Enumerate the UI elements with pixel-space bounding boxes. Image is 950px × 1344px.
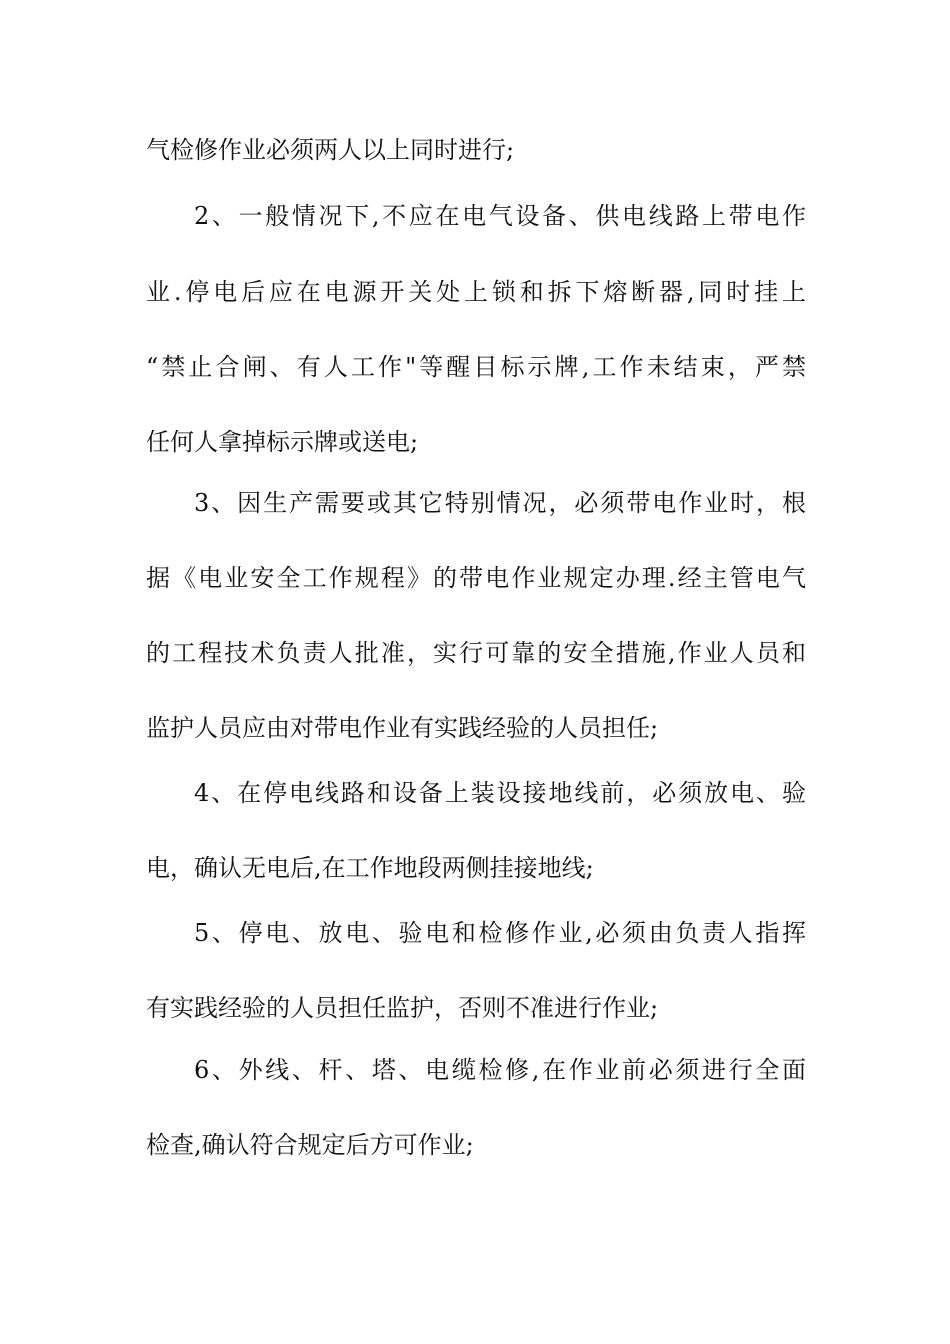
- text-line: 的工程技术负责人批准，实行可靠的安全措施,作业人员和: [146, 639, 806, 667]
- text-line: 气检修作业必须两人以上同时进行;: [146, 136, 515, 164]
- text-line: 3、因生产需要或其它特别情况，必须带电作业时，根: [194, 489, 806, 517]
- text-line: 监护人员应由对带电作业有实践经验的人员担任;: [146, 714, 659, 742]
- text-line: 2、一般情况下,不应在电气设备、供电线路上带电作: [194, 202, 806, 230]
- text-line: 据《电业安全工作规程》的带电作业规定办理.经主管电气: [146, 564, 806, 592]
- text-line: 4、在停电线路和设备上装设接地线前，必须放电、验: [194, 779, 806, 807]
- text-line: 任何人拿掉标示牌或送电;: [146, 428, 419, 456]
- text-line: 业.停电后应在电源开关处上锁和拆下熔断器,同时挂上: [146, 278, 806, 306]
- text-line: “禁止合闸、有人工作"等醒目标示牌,工作未结束，严禁: [146, 353, 806, 381]
- text-line: 有实践经验的人员担任监护，否则不准进行作业;: [146, 994, 659, 1022]
- text-line: 6、外线、杆、塔、电缆检修,在作业前必须进行全面: [194, 1056, 806, 1084]
- text-line: 5、停电、放电、验电和检修作业,必须由负责人指挥: [194, 919, 806, 947]
- text-line: 电，确认无电后,在工作地段两侧挂接地线;: [146, 854, 594, 882]
- text-line: 检查,确认符合规定后方可作业;: [146, 1131, 474, 1159]
